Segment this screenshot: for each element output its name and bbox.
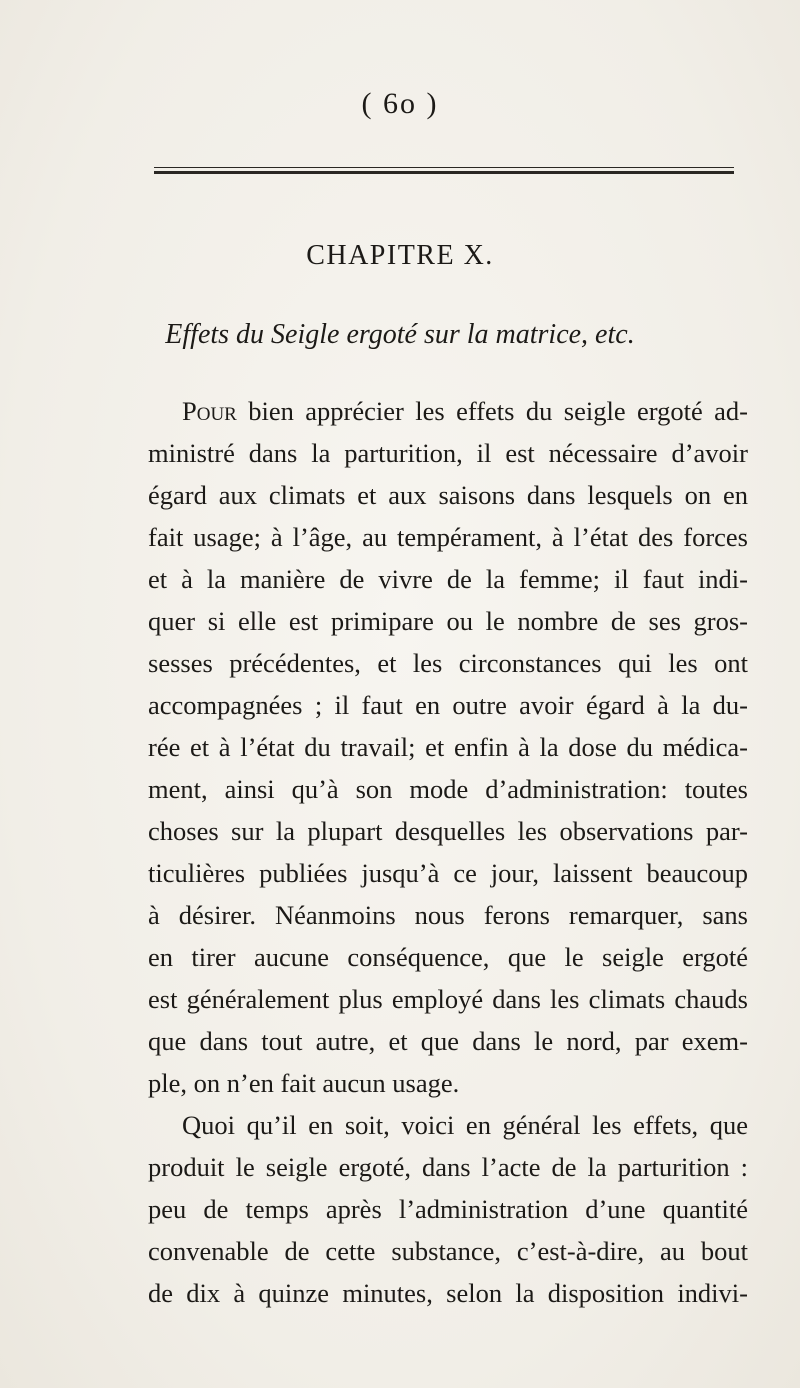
paragraph-1-line: ticulières publiées jusqu’à ce jour, laissent beaucoup xyxy=(148,858,748,888)
section-title: Effets du Seigle ergoté sur la matrice, etc. xyxy=(165,319,635,350)
paragraph-2-line: Quoi qu’il en soit, voici en général les effets, que xyxy=(182,1110,748,1140)
paragraph-1-line: est généralement plus employé dans les climats chauds xyxy=(148,984,748,1014)
paragraph-1-line: fait usage; à l’âge, au tempérament, à l’état des forces xyxy=(148,522,748,552)
paragraph-1-line: accompagnées ; il faut en outre avoir égard à la du- xyxy=(148,690,748,720)
paragraph-1-line: à désirer. Néanmoins nous ferons remarquer, sans xyxy=(148,900,748,930)
paragraph-1-line: rée et à l’état du travail; et enfin à la dose du médica- xyxy=(148,732,748,762)
paragraph-1-line: sesses précédentes, et les circonstances qui les ont xyxy=(148,648,748,678)
paragraph-2-line: produit le seigle ergoté, dans l’acte de la parturition : xyxy=(148,1152,748,1182)
paragraph-1-line: égard aux climats et aux saisons dans lesquels on en xyxy=(148,480,748,510)
paragraph-1-line-1 xyxy=(148,390,748,432)
paragraph-2-line: convenable de cette substance, c’est-à-dire, au bout xyxy=(148,1236,748,1266)
page-number: ( 6o ) xyxy=(361,87,439,120)
paragraph-1-line: en tirer aucune conséquence, que le seigle ergoté xyxy=(148,942,748,972)
paragraph-2-line: peu de temps après l’administration d’une quantité xyxy=(148,1194,748,1224)
paragraph-1-line: que dans tout autre, et que dans le nord, par exem- xyxy=(148,1026,748,1056)
body-text xyxy=(148,390,748,1314)
header-rule-thick xyxy=(154,171,734,174)
paragraph-2-line: de dix à quinze minutes, selon la disposition indivi- xyxy=(148,1278,748,1308)
paragraph-1-line: ministré dans la parturition, il est nécessaire d’avoir xyxy=(148,438,748,468)
paragraph-1-line: quer si elle est primipare ou le nombre de ses gros- xyxy=(148,606,748,636)
paragraph-1-line: choses sur la plupart desquelles les observations par- xyxy=(148,816,748,846)
first-line-rest: bien apprécier les effets du seigle ergoté ad- xyxy=(236,396,748,426)
paragraph-1-line: et à la manière de vivre de la femme; il faut indi- xyxy=(148,564,748,594)
lead-word: Pour xyxy=(182,396,237,426)
paragraph-1-line: ment, ainsi qu’à son mode d’administration: toutes xyxy=(148,774,748,804)
header-rule-thin xyxy=(154,167,734,168)
chapter-title: CHAPITRE X. xyxy=(306,240,494,271)
paragraph-1-line: ple, on n’en fait aucun usage. xyxy=(148,1068,460,1098)
